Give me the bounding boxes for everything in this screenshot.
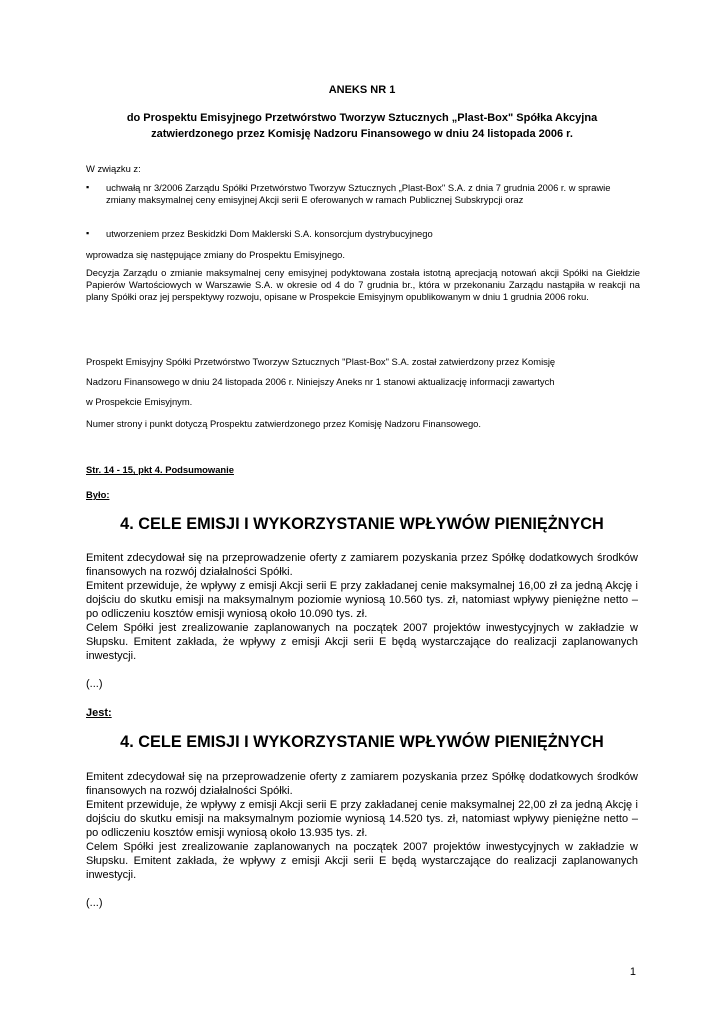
approval-line-2: Nadzoru Finansowego w dniu 24 listopada 2006 r. Niniejszy Aneks nr 1 stanowi aktualizację informacji zawartych [86, 376, 555, 387]
before-paragraph-3: Celem Spółki jest zrealizowanie zaplanowanych na początek 2007 projektów inwestycyjnych w zakładzie w Słupsku. Emitent zakłada, że wpływy z emisji Akcji serii E będą wystarczające do realizacji zaplanowanych inwestycji. [86, 622, 638, 662]
after-paragraph-2: Emitent przewiduje, że wpływy z emisji Akcji serii E przy zakładanej cenie maksymalnej 22,00 zł za jedną Akcję i dojściu do skutku emisji na maksymalnym poziomie wyniosą 14.520 tys. zł, natomiast wpływy pieniężne netto – po odliczeniu kosztów emisji wyniosą około 13.935 tys. zł. [86, 799, 638, 839]
section-reference: Str. 14 - 15, pkt 4. Podsumowanie [86, 464, 234, 475]
after-paragraph-3: Celem Spółki jest zrealizowanie zaplanowanych na początek 2007 projektów inwestycyjnych w zakładzie w Słupsku. Emitent zakłada, że wpływy z emisji Akcji serii E będą wystarczające do realizacji zaplanowanych inwestycji. [86, 841, 638, 881]
bullet-marker: ▪ [86, 182, 90, 192]
annex-title: ANEKS NR 1 [328, 84, 396, 96]
after-label: Jest: [86, 707, 112, 719]
subtitle-line-2: zatwierdzonego przez Komisję Nadzoru Finansowego w dniu 24 listopada 2006 r. [151, 128, 573, 140]
before-paragraph-1: Emitent zdecydował się na przeprowadzenie oferty z zamiarem pozyskania przez Spółkę dodatkowych środków finansowych na rozwój działalności Spółki. [86, 552, 638, 578]
after-body [86, 770, 638, 882]
bullet-item-resolution: uchwałą nr 3/2006 Zarządu Spółki Przetwórstwo Tworzyw Sztucznych „Plast-Box" S.A. z dnia 7 grudnia 2006 r. w sprawie zmiany maksymalnej ceny emisyjnej Akcji serii E oferowanych w ramach Publicznej Subskrypcji oraz [106, 182, 611, 205]
decision-paragraph: Decyzja Zarządu o zmianie maksymalnej ceny emisyjnej podyktowana została istotną aprecjacją notowań akcji Spółki na Giełdzie Papierów Wartościowych w Warszawie S.A. w okresie od 4 do 7 grudnia br., która w przekonaniu Zarządu nastąpiła w reakcji na plany Spółki oraz jej perspektywy rozwoju, opisane w Prospekcie Emisyjnym opublikowanym w dniu 1 grudnia 2006 roku. [86, 267, 640, 302]
before-ellipsis: (...) [86, 678, 103, 690]
after-paragraph-1: Emitent zdecydował się na przeprowadzenie oferty z zamiarem pozyskania przez Spółkę dodatkowych środków finansowych na rozwój działalności Spółki. [86, 771, 638, 797]
intro-text: W związku z: [86, 163, 141, 174]
changes-line: wprowadza się następujące zmiany do Prospektu Emisyjnego. [86, 249, 345, 260]
before-label: Było: [86, 489, 110, 500]
bullet-item-consortium: utworzeniem przez Beskidzki Dom Maklerski S.A. konsorcjum dystrybucyjnego [106, 228, 433, 239]
bullet-marker: ▪ [86, 228, 90, 238]
annex-subtitle [60, 110, 664, 142]
before-paragraph-2: Emitent przewiduje, że wpływy z emisji Akcji serii E przy zakładanej cenie maksymalnej 16,00 zł za jedną Akcję i dojściu do skutku emisji na maksymalnym poziomie wyniosą 10.560 tys. zł, natomiast wpływy pieniężne netto – po odliczeniu kosztów emisji wyniosą około 10.090 tys. zł. [86, 580, 638, 620]
approval-line-3: w Prospekcie Emisyjnym. [86, 396, 193, 407]
subtitle-line-1: do Prospektu Emisyjnego Przetwórstwo Tworzyw Sztucznych „Plast-Box" Spółka Akcyjna [126, 112, 598, 124]
after-ellipsis: (...) [86, 897, 103, 909]
approval-line-1: Prospekt Emisyjny Spółki Przetwórstwo Tworzyw Sztucznych "Plast-Box" S.A. został zatwierdzony przez Komisję [86, 356, 556, 367]
before-body [86, 551, 638, 663]
before-heading: 4. CELE EMISJI I WYKORZYSTANIE WPŁYWÓW PIENIĘŻNYCH [120, 515, 604, 533]
approval-paragraph [86, 352, 646, 412]
after-heading: 4. CELE EMISJI I WYKORZYSTANIE WPŁYWÓW PIENIĘŻNYCH [120, 733, 604, 751]
page-numbering-note: Numer strony i punkt dotyczą Prospektu zatwierdzonego przez Komisję Nadzoru Finansowego. [86, 418, 481, 429]
page-number: 1 [629, 966, 636, 978]
